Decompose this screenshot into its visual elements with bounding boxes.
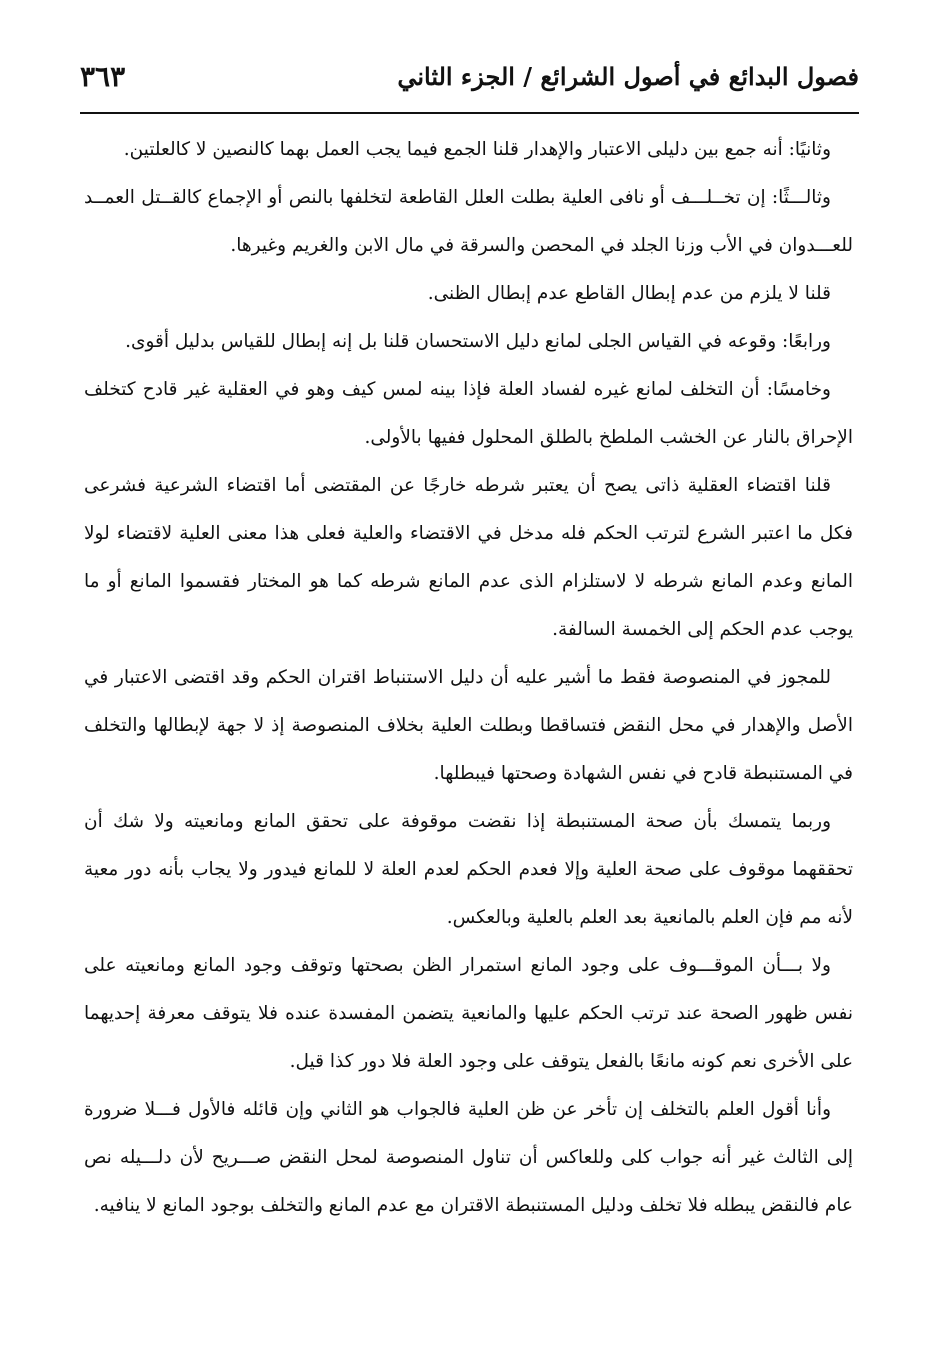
paragraph: وخامسًا: أن التخلف لمانع غيره لفساد العلة فإذا بينه لمس كيف وهو في العقلية غير قادح كتخلف الإحراق بالنار عن الخشب الملطخ بالطلق المحلول ففيها بالأولى. xyxy=(84,379,853,448)
paragraph: وأنا أقول العلم بالتخلف إن تأخر عن ظن العلية فالجواب هو الثاني وإن قائله فالأول فـــلا ضرورة إلى الثالث غير أنه جواب كلى وللعاكس أن تناول المنصوصة لمحل النقض صـــريح لأن دلـــيله نص عام فالنقض يبطله فلا تخلف ودليل المستنبطة الاقتران مع عدم المانع والتخلف بوجود المانع لا ينافيه. xyxy=(84,1099,853,1216)
header-title: فصول البدائع في أصول الشرائع / الجزء الثاني xyxy=(397,61,859,91)
paragraph: ورابعًا: وقوعه في القياس الجلى لمانع دليل الاستحسان قلنا بل إنه إبطال للقياس بدليل أقوى. xyxy=(125,331,831,352)
body-text xyxy=(84,126,853,1230)
paragraph: وربما يتمسك بأن صحة المستنبطة إذا نقضت موقوفة على تحقق المانع ومانعيته ولا شك أن تحققهما موقوف على صحة العلية وإلا فعدم الحكم لعدم العلة لا للمانع فيدور ولا يجاب بأنه دور معية لأنه مم فإن العلم بالمانعية بعد العلم بالعلية وبالعكس. xyxy=(84,811,853,928)
running-header xyxy=(80,48,859,104)
paragraph: ولا بـــأن الموقـــوف على وجود المانع استمرار الظن بصحتها وتوقف وجود المانع ومانعيته على نفس ظهور الصحة عند ترتب الحكم عليها والمانعية يتضمن المفسدة عنده فلا يتوقف معرفة إحديهما على الأخرى نعم كونه مانعًا بالفعل يتوقف على وجود العلة فلا دور كذا قيل. xyxy=(84,955,853,1072)
paragraph: للمجوز في المنصوصة فقط ما أشير عليه أن دليل الاستنباط اقتران الحكم وقد اقتضى الاعتبار في الأصل والإهدار في محل النقض فتساقطا وبطلت العلية بخلاف المنصوصة إذ لا جهة لإبطالها والتخلف في المستنبطة قادح في نفس الشهادة وصحتها فيبطلها. xyxy=(84,667,853,784)
paragraph: وثانيًا: أنه جمع بين دليلى الاعتبار والإهدار قلنا الجمع فيما يجب العمل بهما كالنصين لا كالعلتين. xyxy=(123,139,831,160)
paragraph: وثالـــثًا: إن تخــلـــف أو نافى العلية بطلت العلل القاطعة لتخلفها بالنص أو الإجماع كالقــتل العمــد للعـــدوان في الأب وزنا الجلد في المحصن والسرقة في مال الابن والغريم وغيرها. xyxy=(84,187,853,256)
page-number: ٣٦٣ xyxy=(80,59,126,93)
header-divider xyxy=(80,112,859,114)
paragraph: قلنا اقتضاء العقلية ذاتى يصح أن يعتبر شرطه خارجًا عن المقتضى أما اقتضاء الشرعية فشرعى فكل ما اعتبر الشرع لترتب الحكم فله مدخل في الاقتضاء والعلية فعلى هذا معنى العلية لاقتضاء لولا المانع وعدم المانع شرطه لا لاستلزام الذى عدم المانع شرطه كما هو المختار فقسموا المانع أو ما يوجب عدم الحكم إلى الخمسة السالفة. xyxy=(84,475,853,640)
paragraph: قلنا لا يلزم من عدم إبطال القاطع عدم إبطال الظنى. xyxy=(427,283,831,304)
